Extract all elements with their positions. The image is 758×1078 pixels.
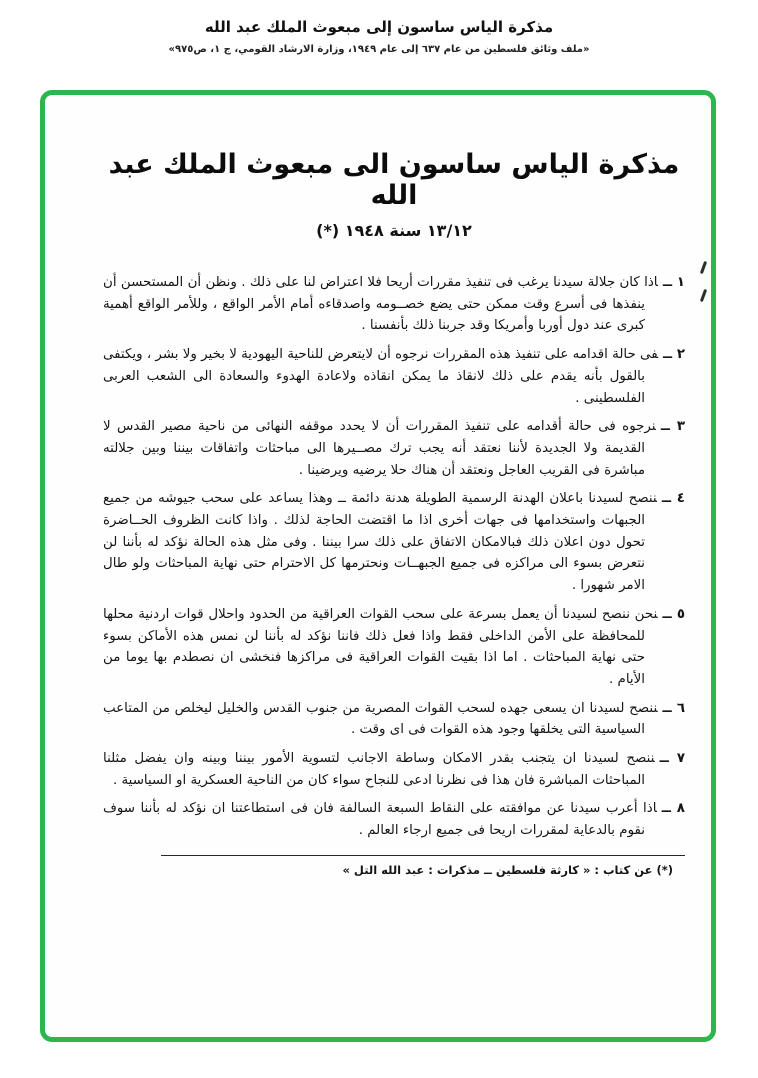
paragraph-text: ننصح لسيدنا ان يسعى جهده لسحب القوات المصرية من جنوب القدس والخليل ليخلص من المتاعب السياسية التى يخلقها وجود هذه القوات فى اى وقت . [103,700,658,738]
page-header [0,0,758,55]
pen-marks [702,261,705,317]
paragraph-number: ٨ ــ [661,801,685,817]
paragraph [103,604,685,691]
paragraph [103,272,685,337]
green-frame [40,90,716,1042]
paragraph [103,488,685,597]
header-title: مذكرة الياس ساسون إلى مبعوث الملك عبد الله [204,18,554,36]
scanned-document [45,95,711,1037]
document-date-line: ١٣/١٢ سنة ١٩٤٨ (*) [316,221,472,240]
paragraph-number: ٤ ــ [661,491,685,507]
paragraph-number: ٥ ــ [662,606,685,622]
paragraph-text: اذا أعرب سيدنا عن موافقته على النقاط السبعة السالفة فان فى استطاعتنا ان نؤكد له بأننا سوف نقوم بالدعاية لمقررات اريحا فى جميع ارجاء العالم . [103,801,657,839]
document-title: مذكرة الياس ساسون الى مبعوث الملك عبد الله [108,149,680,211]
header-source-line: «ملف وثائق فلسطين من عام ٦٣٧ إلى عام ١٩٤٩، وزارة الارشاد القومي، ج ١، ص٩٧٥» [168,44,590,55]
paragraph [103,698,685,741]
paragraph [103,416,685,481]
paragraph-number: ٢ ــ [662,347,685,363]
paragraph-text: اذا كان جلالة سيدنا يرغب فى تنفيذ مقررات أريحا فلا اعتراض لنا على ذلك . ونظن أن المستحسن أن ينفذها فى أسرع وقت ممكن حتى يضع خصــومه واصدقاءه أمام الأمر الواقع ، وللأمر الواقع أهمية كبرى عند دول أوربا وأمريكا وقد جربنا ذلك بأنفسنا . [103,275,658,334]
document-body [103,272,685,842]
paragraph-text: ننصح لسيدنا ان يتجنب بقدر الامكان وساطة الاجانب لتسوية الأمور بيننا وبينه وان يفضل مثلنا المباحثات المباشرة فان هذا فى نظرنا ادعى للنجاح سواء كان من الناحية العسكرية او السياسية . [103,751,655,788]
paragraph-text: نحن ننصح لسيدنا أن يعمل بسرعة على سحب القوات العراقية من الحدود واحلال قوات اردنية محلها للمحافظة على الأمن الداخلى فقط واذا فعل ذلك فاننا نؤكد له بأننا لن نمس هذه الأماكن بسوء حتى نهاية المباحثات . اما اذا بقيت القوات العراقية فى مراكزها فنخشى ان نصطدم بها يوما من الأيام . [103,606,658,687]
paragraph-number: ٦ ــ [662,700,685,716]
footnote-divider [161,855,685,856]
paragraph-number: ٣ ــ [660,419,685,435]
paragraph-number: ١ ــ [662,275,685,290]
footnote: (*) عن كتاب : « كارثة فلسطين ــ مذكرات : عبد الله التل » [342,862,673,877]
paragraph-text: فى حالة اقدامه على تنفيذ هذه المقررات نرجوه أن لايتعرض للناحية اليهودية لا بخير ولا بشر ، ويكتفى بالقول بأنه يقدم على ذلك لانقاذ ما يمكن انقاذه ولاعادة الهدوء والسعادة الى الشعب العربى الفلسطينى . [103,347,658,406]
paragraph [103,344,685,409]
paragraph [103,798,685,841]
paragraph [103,748,685,791]
paragraph-number: ٧ ــ [659,751,685,767]
paragraph-text: ننصح لسيدنا باعلان الهدنة الرسمية الطويلة هدنة دائمة ــ وهذا يساعد على سحب جيوشه من جميع الجبهات واستخدامها فى جهات أخرى اذا ما اقتضت الحاجة لذلك . واذا كانت الظروف الحــاضرة تحول دون اعلان ذلك فبالامكان الاتفاق على ذلك سرا بيننا . وفى مثل هذه الحالة نؤكد له بأننا لن نتعرض بسوء الى مراكزه فى جميع الجبهــات ونحترمها كل الاحترام حتى نهاية المباحثات ولو طال الامر شهورا . [103,491,657,594]
paragraph-text: نرجوه فى حالة أقدامه على تنفيذ المقررات أن لا يحدد موقفه النهائى من ناحية مصير القدس لا القديمة ولا الجديدة لأننا نعتقد أنه يجب ترك مصــيرها الى مباحثات واتفاقات بيننا وبين جلالته مباشرة فى القريب العاجل ونعتقد أن هناك حلا يرضيه ويرضينا . [103,419,656,478]
